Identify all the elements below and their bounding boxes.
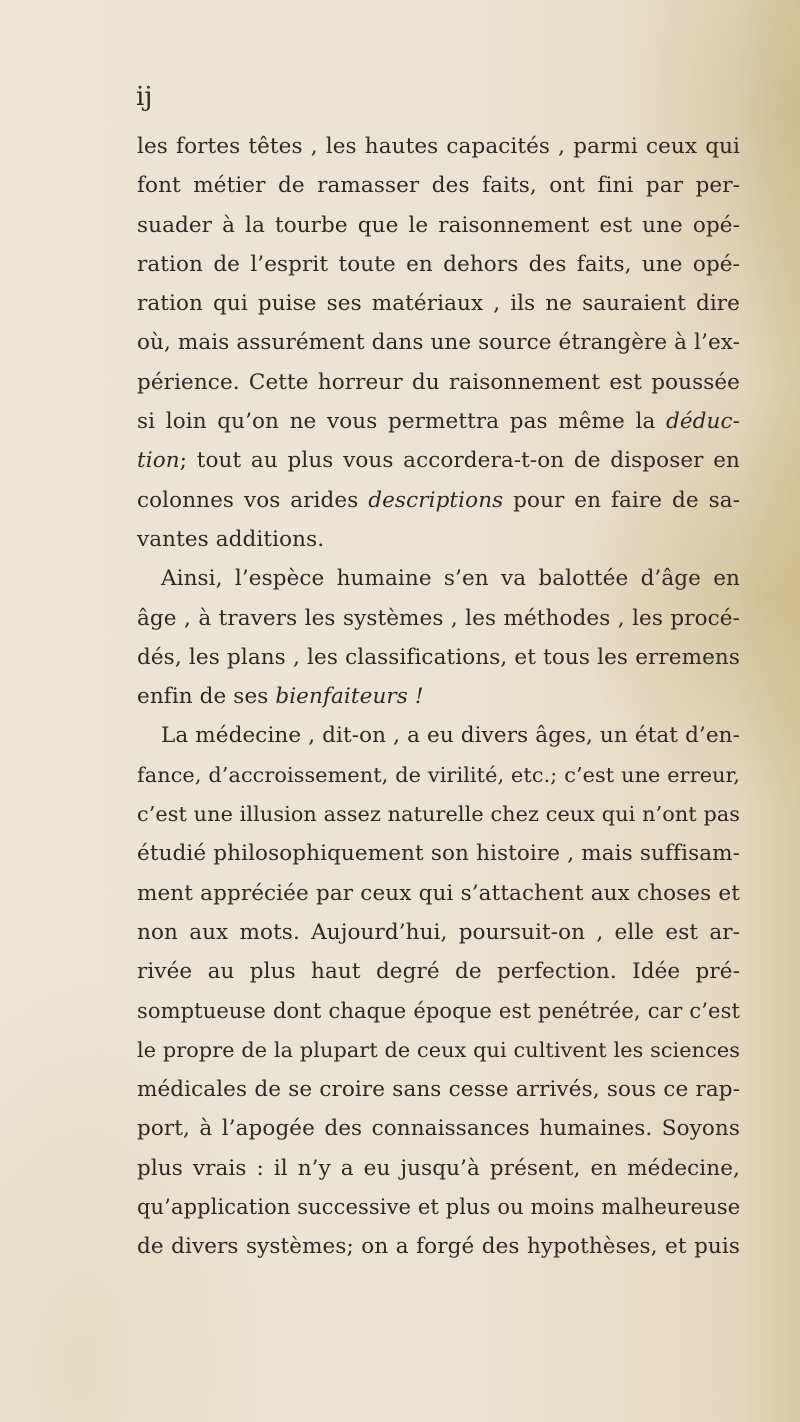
text-line: [137, 402, 740, 441]
text-line: plus vrais : il n’y a eu jusqu’à présent, en médecine,: [137, 1155, 740, 1181]
text-line: fance, d’accroissement, de virilité, etc.; c’est une erreur,: [137, 762, 740, 787]
text-line: le propre de la plupart de ceux qui cultivent les sciences: [137, 1037, 740, 1062]
text-line: non aux mots. Aujourd’hui, poursuit-on , elle est ar-: [137, 919, 740, 945]
text-line: étudié philosophiquement son histoire , mais suffisam-: [137, 841, 740, 867]
text-line: de divers systèmes; on a forgé des hypothèses, et puis: [137, 1234, 740, 1260]
text-line: dés, les plans , les classifications, et tous les erremens: [137, 644, 740, 670]
text-line: [137, 677, 740, 716]
text-line: c’est une illusion assez naturelle chez ceux qui n’ont pas: [137, 802, 741, 827]
text-line: font métier de ramasser des faits, ont fini par per-: [137, 173, 740, 199]
text-line: [137, 481, 740, 520]
text-line: rivée au plus haut degré de perfection. Idée pré-: [137, 959, 740, 985]
text-line: ration de l’esprit toute en dehors des faits, une opé-: [137, 251, 740, 277]
page-number: ij: [136, 82, 153, 112]
italic-word-bienfaiteurs: bienfaiteurs !: [275, 684, 424, 710]
text-line: les fortes têtes , les hautes capacités , parmi ceux qui: [137, 134, 740, 159]
text-line: où, mais assurément dans une source étrangère à l’ex-: [137, 330, 740, 356]
text-line: port, à l’apogée des connaissances humaines. Soyons: [137, 1116, 740, 1142]
text-line: La médecine , dit-on , a eu divers âges, un état d’en-: [161, 723, 740, 749]
text-segment: enfin de ses: [137, 684, 276, 710]
body-text: [137, 127, 740, 1267]
italic-word-descriptions: descriptions: [368, 487, 504, 513]
text-line: vantes additions.: [137, 526, 325, 552]
text-line: qu’application successive et plus ou moins malheureuse: [137, 1195, 741, 1220]
italic-word-deduction: déduc-: [665, 409, 740, 435]
text-line: suader à la tourbe que le raisonnement est une opé-: [137, 212, 740, 238]
text-line: ment appréciée par ceux qui s’attachent aux choses et: [137, 880, 740, 906]
text-line: [137, 441, 740, 480]
text-line: ration qui puise ses matériaux , ils ne sauraient dire: [137, 291, 740, 317]
text-line: Ainsi, l’espèce humaine s’en va balottée d’âge en: [161, 566, 740, 592]
text-line: âge , à travers les systèmes , les méthodes , les procé-: [137, 605, 740, 631]
text-line: médicales de se croire sans cesse arrivés, sous ce rap-: [137, 1077, 740, 1103]
text-segment: colonnes vos arides: [137, 487, 369, 513]
text-line: périence. Cette horreur du raisonnement est poussée: [137, 369, 740, 395]
text-segment: pour en faire de sa-: [503, 487, 740, 513]
text-line: somptueuse dont chaque époque est penétrée, car c’est: [137, 998, 740, 1023]
text-segment: si loin qu’on ne vous permettra pas même la: [137, 409, 666, 435]
italic-word-deduction: tion: [137, 448, 180, 474]
text-segment: ; tout au plus vous accordera-t-on de disposer en: [179, 448, 740, 474]
